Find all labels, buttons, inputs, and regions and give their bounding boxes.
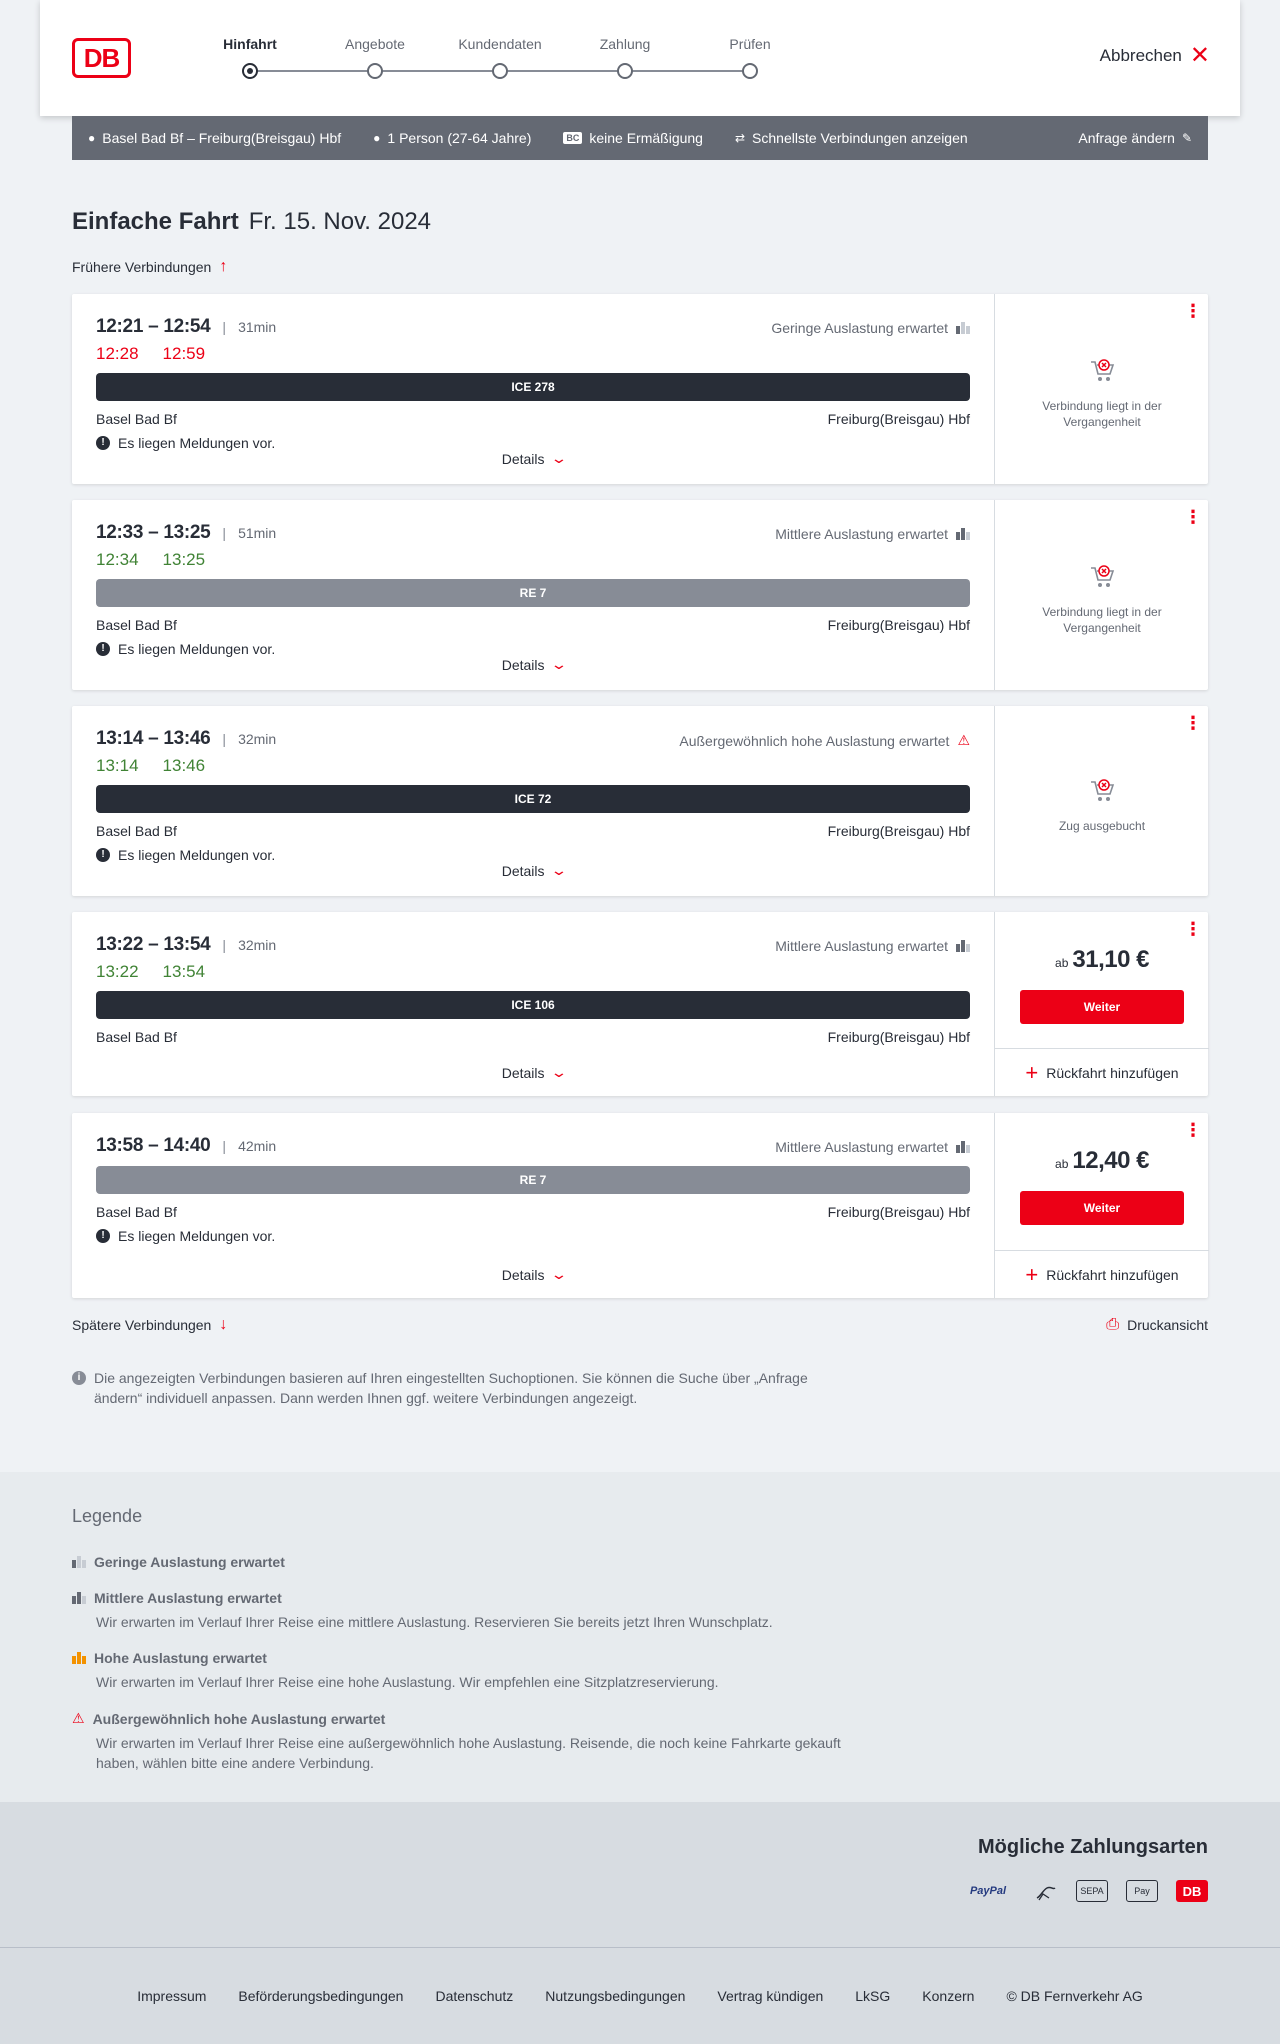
departure-station: Basel Bad Bf xyxy=(96,617,177,633)
footer-link-datenschutz[interactable]: Datenschutz xyxy=(435,1988,514,2004)
messages-notice: ! Es liegen Meldungen vor. xyxy=(96,1228,970,1244)
alert-icon: ! xyxy=(96,642,110,656)
more-options-icon[interactable]: ⋮ xyxy=(1184,507,1202,527)
add-return-trip-button[interactable]: + Rückfahrt hinzufügen xyxy=(995,1250,1209,1298)
occupancy-medium-icon xyxy=(956,1141,970,1153)
price: ab 31,10 € xyxy=(1055,946,1149,973)
earlier-connections-link[interactable]: Frühere Verbindungen ↑ xyxy=(72,258,228,275)
planned-times: 13:22 – 13:54 xyxy=(96,934,211,955)
details-toggle[interactable]: Details ⌄ xyxy=(501,656,568,673)
info-icon: i xyxy=(72,1371,86,1385)
legend-title: Legende xyxy=(72,1506,143,1526)
connection-status: Zug ausgebucht xyxy=(1058,819,1146,833)
connection-card-2: 12:33 – 13:25 | 51min Mittlere Auslastung erwartet 12:34 13:25 RE 7 Basel Bad Bf Freiburg(Breisgau) Hbf ! Es liegen Meldungen vor. Details ⌄ ⋮ Verbindung liegt in der Vergangenheit xyxy=(72,500,1208,690)
footer-link-impressum[interactable]: Impressum xyxy=(137,1988,207,2004)
continue-button[interactable]: Weiter xyxy=(1020,1191,1184,1225)
details-toggle[interactable]: Details ⌄ xyxy=(501,1064,568,1081)
occupancy-low-icon xyxy=(956,322,970,334)
alert-icon: ! xyxy=(96,1229,110,1243)
info-note: i Die angezeigten Verbindungen basieren auf Ihren eingestellten Suchoptionen. Sie können die Suche über „Anfrage ändern“ individuell anpassen. Dann werden Ihnen ggf. weitere Verbindungen angezeigt. xyxy=(72,1368,852,1408)
footer xyxy=(0,1948,1280,2044)
departure-station: Basel Bad Bf xyxy=(96,1204,177,1220)
train-bar: RE 7 xyxy=(96,1166,970,1194)
arrow-down-icon: ↓ xyxy=(219,1316,228,1333)
print-view-link[interactable]: ⎙ Druckansicht xyxy=(1106,1316,1208,1333)
messages-notice: ! Es liegen Meldungen vor. xyxy=(96,641,970,657)
step-kundendaten: Kundendaten xyxy=(430,30,570,79)
footer-link-nutzung[interactable]: Nutzungsbedingungen xyxy=(545,1988,686,2004)
duration: 32min xyxy=(238,731,277,747)
connection-status: Verbindung liegt in der Vergangenheit xyxy=(1042,399,1162,429)
footer-link-kuendigen[interactable]: Vertrag kündigen xyxy=(717,1988,824,2004)
payment-methods xyxy=(0,1802,1280,1948)
cart-disabled-icon xyxy=(1088,562,1116,590)
person-icon: ● xyxy=(373,131,381,145)
occupancy-indicator: Mittlere Auslastung erwartet xyxy=(775,526,970,542)
legend-item-low: Geringe Auslastung erwartet xyxy=(72,1554,285,1570)
arrival-station: Freiburg(Breisgau) Hbf xyxy=(827,823,970,839)
cart-disabled-icon xyxy=(1088,356,1116,384)
occupancy-indicator: Außergewöhnlich hohe Auslastung erwartet ⚠ xyxy=(679,732,970,749)
duration: 51min xyxy=(238,525,277,541)
plus-icon: + xyxy=(1025,1261,1039,1287)
close-icon: ✕ xyxy=(1189,42,1210,69)
occupancy-indicator: Geringe Auslastung erwartet xyxy=(771,320,970,336)
connection-card-5: 13:58 – 14:40 | 42min Mittlere Auslastung erwartet RE 7 Basel Bad Bf Freiburg(Breisgau) Hbf ! Es liegen Meldungen vor. Details ⌄ ⋮ ab 12,40 € Weiter + Rückfahrt hinzufügen xyxy=(72,1113,1208,1298)
train-bar: ICE 72 xyxy=(96,785,970,813)
more-options-icon[interactable]: ⋮ xyxy=(1184,919,1202,939)
duration: 42min xyxy=(238,1138,277,1154)
occupancy-medium-icon xyxy=(956,940,970,952)
add-return-trip-button[interactable]: + Rückfahrt hinzufügen xyxy=(995,1048,1209,1096)
progress-stepper xyxy=(180,30,771,90)
step-hinfahrt: Hinfahrt xyxy=(180,30,320,79)
footer-link-konzern[interactable]: Konzern xyxy=(922,1988,975,2004)
credit-card-icon xyxy=(1034,1880,1058,1902)
realtime-times: 12:28 12:59 xyxy=(96,344,206,363)
alert-icon: ! xyxy=(96,436,110,450)
paypal-icon: PayPal xyxy=(969,1885,1007,1897)
apple-pay-icon: Pay xyxy=(1126,1880,1158,1902)
footer-link-befoerderung[interactable]: Beförderungsbedingungen xyxy=(238,1988,404,2004)
location-pin-icon: ● xyxy=(88,131,96,145)
occupancy-indicator: Mittlere Auslastung erwartet xyxy=(775,1139,970,1155)
chevron-down-icon: ⌄ xyxy=(549,1266,568,1282)
legend-item-very-high: ⚠ Außergewöhnlich hohe Auslastung erwartet Wir erwarten im Verlauf Ihrer Reise eine außergewöhnlich hohe Auslastung. Reisende, die noch keine Fahrkarte gekauft haben, wählen bitte eine andere Verbindung. xyxy=(72,1710,841,1771)
duration: 31min xyxy=(238,319,277,335)
legend-item-high: Hohe Auslastung erwartet Wir erwarten im Verlauf Ihrer Reise eine hohe Auslastung. Wir empfehlen eine Sitzplatzreservierung. xyxy=(72,1650,856,1692)
chevron-down-icon: ⌄ xyxy=(549,862,568,878)
departure-station: Basel Bad Bf xyxy=(96,823,177,839)
more-options-icon[interactable]: ⋮ xyxy=(1184,713,1202,733)
bahncard-icon: BC xyxy=(563,132,582,144)
arrival-station: Freiburg(Breisgau) Hbf xyxy=(827,411,970,427)
continue-button[interactable]: Weiter xyxy=(1020,990,1184,1024)
occupancy-very-high-icon: ⚠ xyxy=(72,1710,85,1726)
arrow-up-icon: ↑ xyxy=(219,258,228,275)
later-connections-link[interactable]: Spätere Verbindungen ↓ xyxy=(72,1316,228,1333)
planned-times: 12:33 – 13:25 xyxy=(96,522,211,543)
cart-disabled-icon xyxy=(1088,776,1116,804)
step-pruefen: Prüfen xyxy=(680,30,820,79)
occupancy-medium-icon xyxy=(72,1592,86,1604)
details-toggle[interactable]: Details ⌄ xyxy=(501,862,568,879)
arrival-station: Freiburg(Breisgau) Hbf xyxy=(827,1029,970,1045)
chevron-down-icon: ⌄ xyxy=(549,450,568,466)
page-title: Einfache Fahrt Fr. 15. Nov. 2024 xyxy=(72,208,432,235)
step-angebote: Angebote xyxy=(305,30,445,79)
connection-status: Verbindung liegt in der Vergangenheit xyxy=(1042,605,1162,635)
occupancy-indicator: Mittlere Auslastung erwartet xyxy=(775,938,970,954)
search-summary-bar xyxy=(72,116,1208,160)
arrival-station: Freiburg(Breisgau) Hbf xyxy=(827,1204,970,1220)
header xyxy=(40,0,1240,116)
planned-times: 13:14 – 13:46 xyxy=(96,728,211,749)
planned-times: 13:58 – 14:40 xyxy=(96,1135,211,1156)
chevron-down-icon: ⌄ xyxy=(549,1064,568,1080)
change-request-button[interactable]: Anfrage ändern ✎ xyxy=(1078,130,1192,146)
db-logo[interactable]: DB xyxy=(72,38,131,78)
swap-icon: ⇄ xyxy=(734,131,746,145)
connection-card-4: 13:22 – 13:54 | 32min Mittlere Auslastung erwartet 13:22 13:54 ICE 106 Basel Bad Bf Freiburg(Breisgau) Hbf Details ⌄ ⋮ ab 31,10 € Weiter + Rückfahrt hinzufügen xyxy=(72,912,1208,1096)
legend-item-medium: Mittlere Auslastung erwartet Wir erwarten im Verlauf Ihrer Reise eine mittlere Auslastung. Reservieren Sie bereits jetzt Ihren Wunschplatz. xyxy=(72,1590,856,1632)
price: ab 12,40 € xyxy=(1055,1147,1149,1174)
alert-icon: ! xyxy=(96,848,110,862)
occupancy-medium-icon xyxy=(956,528,970,540)
connection-card-3: 13:14 – 13:46 | 32min Außergewöhnlich hohe Auslastung erwartet ⚠ 13:14 13:46 ICE 72 Basel Bad Bf Freiburg(Breisgau) Hbf ! Es liegen Meldungen vor. Details ⌄ ⋮ Zug ausgebucht xyxy=(72,706,1208,896)
more-options-icon[interactable]: ⋮ xyxy=(1184,301,1202,321)
summary-travellers: ● 1 Person (27-64 Jahre) xyxy=(373,130,532,146)
sepa-icon: SEPA xyxy=(1076,1880,1108,1902)
messages-notice: ! Es liegen Meldungen vor. xyxy=(96,435,970,451)
legend xyxy=(0,1472,1280,1802)
step-zahlung: Zahlung xyxy=(555,30,695,79)
summary-fastest: ⇄ Schnellste Verbindungen anzeigen xyxy=(734,130,968,146)
payment-title: Mögliche Zahlungsarten xyxy=(977,1836,1208,1858)
cancel-button[interactable]: Abbrechen ✕ xyxy=(1099,42,1210,69)
pencil-icon: ✎ xyxy=(1181,131,1192,145)
details-toggle[interactable]: Details ⌄ xyxy=(501,1266,568,1283)
realtime-times: 13:22 13:54 xyxy=(96,962,206,981)
summary-route: ● Basel Bad Bf – Freiburg(Breisgau) Hbf xyxy=(88,130,342,146)
planned-times: 12:21 – 12:54 xyxy=(96,316,211,337)
details-toggle[interactable]: Details ⌄ xyxy=(501,450,568,467)
train-bar: RE 7 xyxy=(96,579,970,607)
realtime-times: 13:14 13:46 xyxy=(96,756,206,775)
duration: 32min xyxy=(238,937,277,953)
connection-card-1: 12:21 – 12:54 | 31min Geringe Auslastung erwartet 12:28 12:59 ICE 278 Basel Bad Bf Freiburg(Breisgau) Hbf ! Es liegen Meldungen vor. Details ⌄ ⋮ Verbindung liegt in der Vergangenheit xyxy=(72,294,1208,484)
summary-discount: BC keine Ermäßigung xyxy=(563,130,703,146)
train-bar: ICE 106 xyxy=(96,991,970,1019)
footer-link-lksg[interactable]: LkSG xyxy=(855,1988,891,2004)
realtime-times: 12:34 13:25 xyxy=(96,550,206,569)
more-options-icon[interactable]: ⋮ xyxy=(1184,1120,1202,1140)
db-payment-icon: DB xyxy=(1176,1880,1208,1902)
departure-station: Basel Bad Bf xyxy=(96,1029,177,1045)
train-bar: ICE 278 xyxy=(96,373,970,401)
chevron-down-icon: ⌄ xyxy=(549,656,568,672)
occupancy-high-icon xyxy=(72,1652,86,1664)
occupancy-very-high-icon: ⚠ xyxy=(957,732,970,748)
occupancy-low-icon xyxy=(72,1556,86,1568)
messages-notice: ! Es liegen Meldungen vor. xyxy=(96,847,970,863)
arrival-station: Freiburg(Breisgau) Hbf xyxy=(827,617,970,633)
copyright: © DB Fernverkehr AG xyxy=(1006,1988,1143,2004)
plus-icon: + xyxy=(1025,1059,1039,1085)
departure-station: Basel Bad Bf xyxy=(96,411,177,427)
printer-icon: ⎙ xyxy=(1106,1316,1120,1333)
